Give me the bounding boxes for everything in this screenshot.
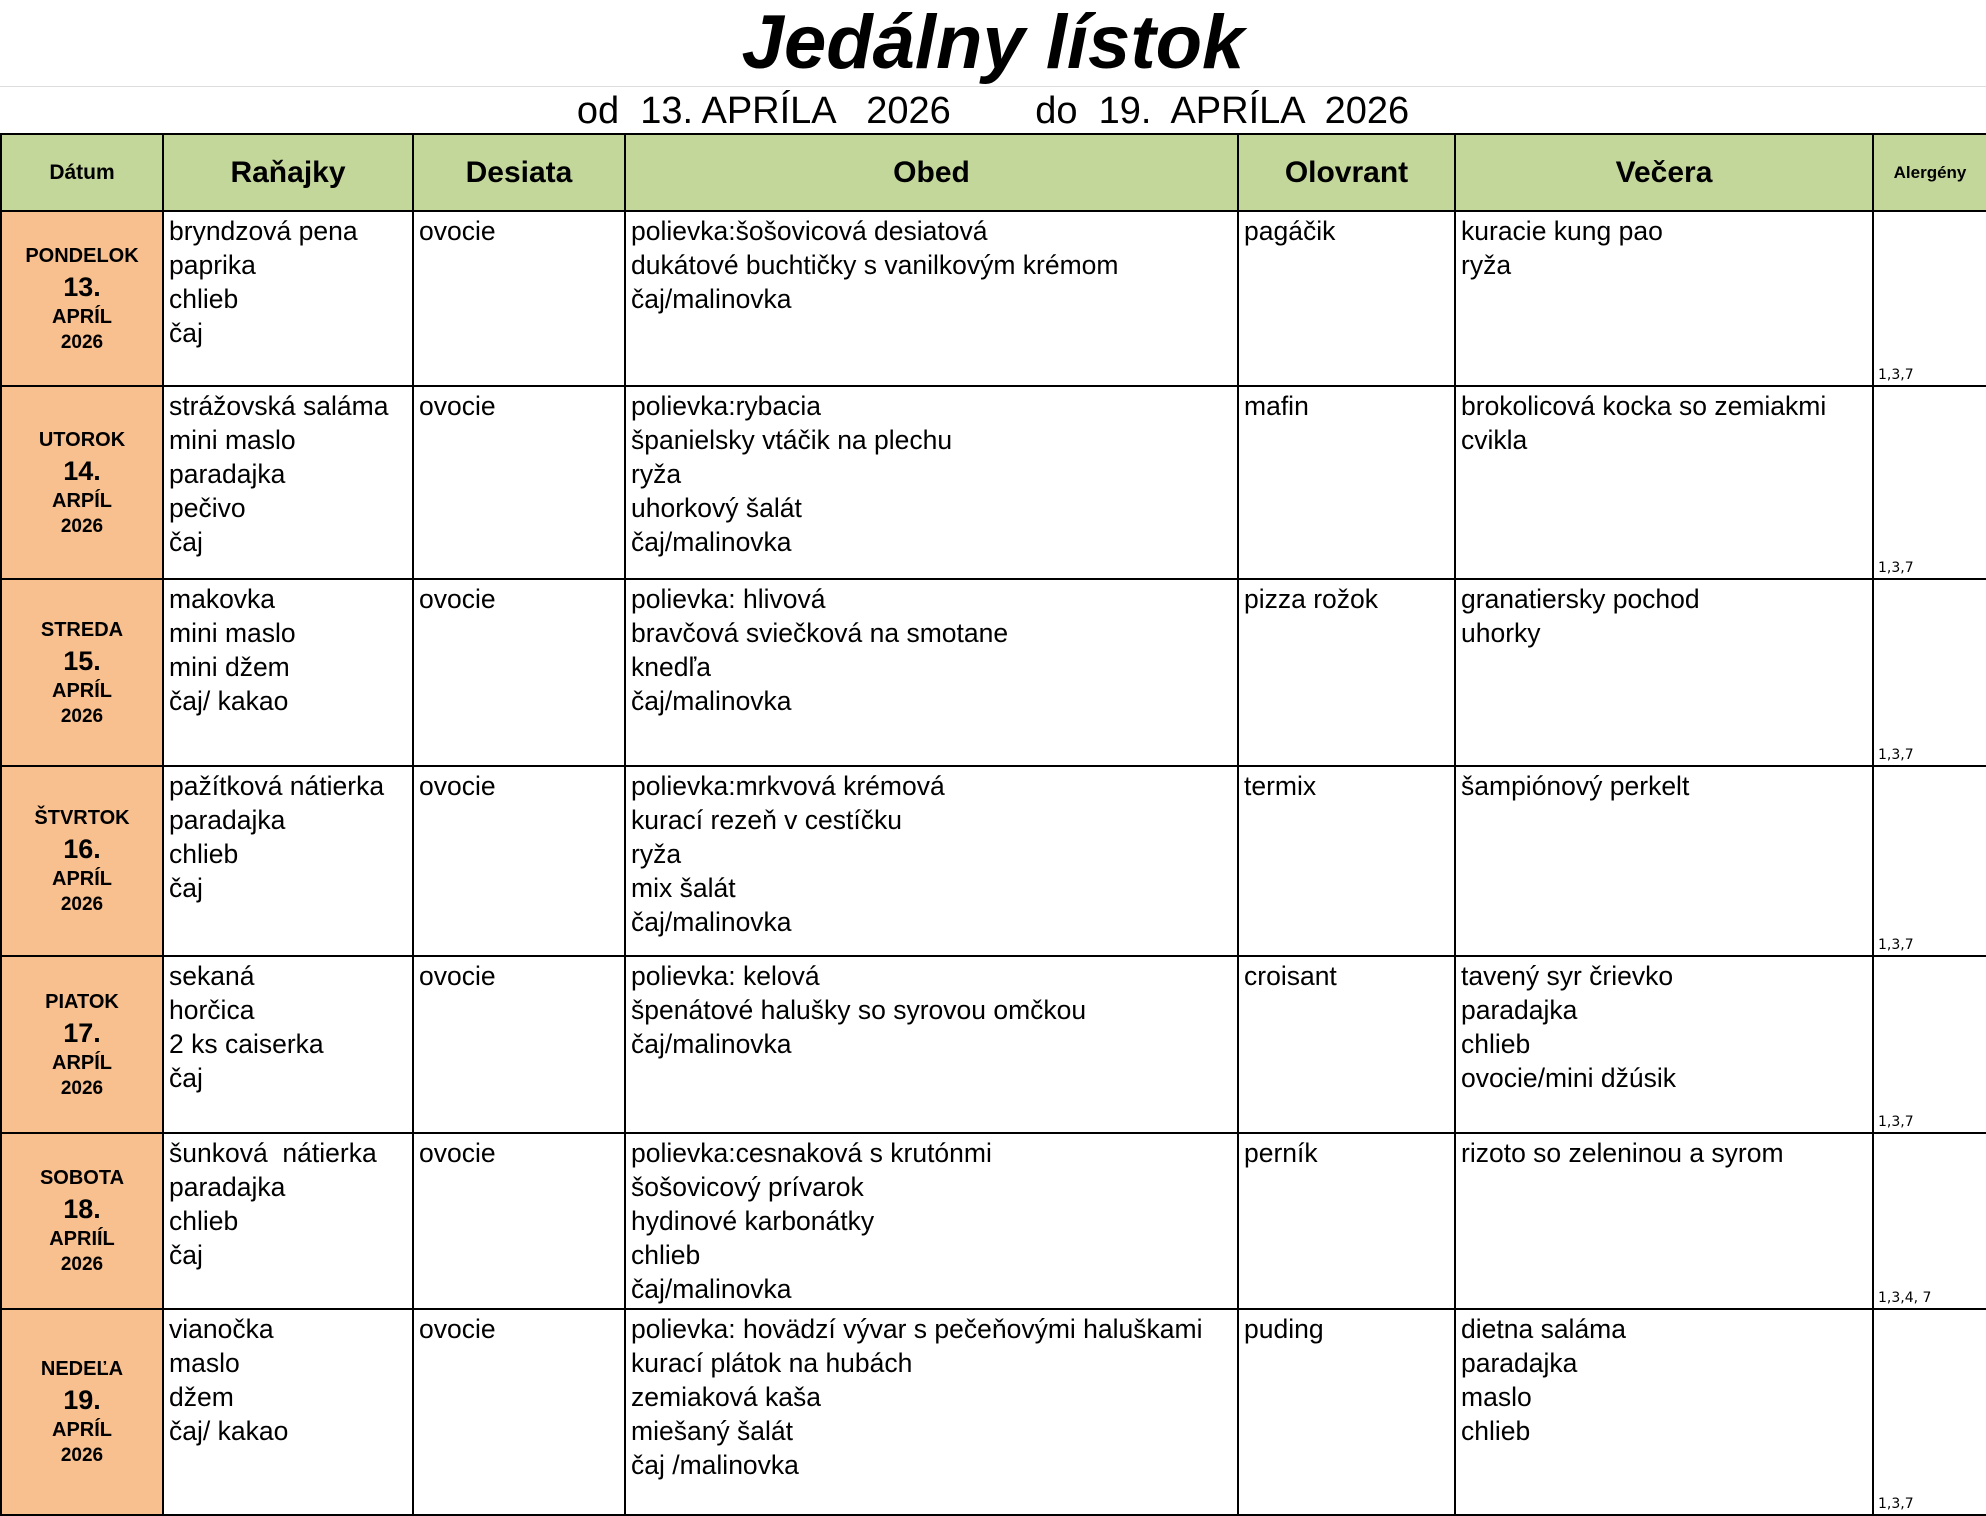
day-number: 15.: [63, 645, 101, 676]
desiata-cell: [413, 211, 625, 386]
menu-item: hydinové karbonátky: [631, 1206, 875, 1236]
menu-item: paradajka: [1461, 1348, 1578, 1378]
desiata-cell: [413, 1133, 625, 1309]
menu-item: maslo: [169, 1348, 240, 1378]
menu-item: vianočka: [169, 1314, 274, 1344]
header-datum: Dátum: [1, 134, 163, 211]
ranajky-cell: [163, 1133, 413, 1309]
allergen-codes: 1,3,7: [1878, 1496, 1914, 1512]
menu-item: čaj/malinovka: [631, 1274, 792, 1304]
menu-item: šampiónový perkelt: [1461, 771, 1690, 801]
ranajky-cell: [163, 1309, 413, 1515]
obed-cell: [625, 211, 1238, 386]
menu-item: ryža: [631, 839, 682, 869]
menu-item: strážovská saláma: [169, 391, 389, 421]
olovrant-cell: [1238, 579, 1455, 766]
day-month: ARPÍL: [52, 489, 112, 512]
day-cell: [1, 1309, 163, 1515]
menu-item: kuracie kung pao: [1461, 216, 1663, 246]
menu-item: čaj: [169, 873, 203, 903]
vecera-cell: [1455, 956, 1873, 1133]
day-cell: [1, 386, 163, 579]
ranajky-cell: [163, 956, 413, 1133]
day-number: 17.: [63, 1017, 101, 1048]
menu-item: polievka:mrkvová krémová: [631, 771, 945, 801]
menu-item: ryža: [1461, 250, 1512, 280]
day-name: PONDELOK: [25, 244, 139, 267]
menu-item: paradajka: [169, 805, 286, 835]
menu-item: granatiersky pochod: [1461, 584, 1700, 614]
menu-item: ovocie: [419, 216, 496, 246]
day-month: APRÍL: [52, 1419, 112, 1441]
menu-item: horčica: [169, 995, 255, 1025]
menu-item: mini maslo: [169, 618, 296, 648]
menu-item: polievka:šošovicová desiatová: [631, 216, 988, 246]
menu-item: knedľa: [631, 652, 711, 682]
vecera-cell: [1455, 1133, 1873, 1309]
day-cell: [1, 579, 163, 766]
olovrant-cell: [1238, 766, 1455, 956]
desiata-cell: [413, 386, 625, 579]
day-name: NEDEĽA: [40, 1358, 124, 1380]
day-number: 18.: [63, 1194, 101, 1224]
menu-item: bravčová sviečková na smotane: [631, 618, 1009, 648]
obed-cell: [625, 1309, 1238, 1515]
menu-item: čaj/ kakao: [169, 686, 289, 716]
menu-item: čaj: [169, 527, 203, 557]
menu-item: paradajka: [169, 1172, 286, 1202]
menu-item: bryndzová pena: [169, 216, 358, 246]
vecera-cell: [1455, 1309, 1873, 1515]
menu-item: rizoto so zeleninou a syrom: [1461, 1138, 1784, 1168]
day-year: 2026: [60, 894, 104, 915]
page-title: Jedálny lístok: [0, 0, 1986, 87]
menu-item: španielsky vtáčik na plechu: [631, 425, 953, 455]
menu-item: brokolicová kocka so zemiakmi: [1461, 391, 1827, 421]
menu-item: polievka: kelová: [631, 961, 820, 991]
menu-item: polievka:rybacia: [631, 391, 822, 421]
menu-item: puding: [1244, 1314, 1324, 1344]
day-name: PIATOK: [45, 990, 119, 1013]
menu-item: makovka: [169, 584, 276, 614]
menu-item: ryža: [631, 459, 682, 489]
menu-item: perník: [1244, 1138, 1318, 1168]
desiata-cell: [413, 766, 625, 956]
ranajky-cell: [163, 211, 413, 386]
menu-item: mafin: [1244, 391, 1309, 421]
menu-item: ovocie: [419, 391, 496, 421]
menu-item: chlieb: [1461, 1416, 1531, 1446]
menu-item: džem: [169, 1382, 234, 1412]
menu-item: čaj/malinovka: [631, 284, 792, 314]
vecera-cell: [1455, 579, 1873, 766]
menu-item: paradajka: [1461, 995, 1578, 1025]
header-ranajky: Raňajky: [163, 134, 413, 211]
day-cell: [1, 1133, 163, 1309]
day-year: 2026: [60, 1254, 104, 1275]
day-number: 16.: [63, 834, 101, 864]
menu-item: šunková nátierka: [169, 1138, 377, 1168]
desiata-cell: [413, 1309, 625, 1515]
header-desiata: Desiata: [413, 134, 625, 211]
ranajky-cell: [163, 579, 413, 766]
alergeny-cell: [1873, 766, 1986, 956]
menu-item: kurací plátok na hubách: [631, 1348, 913, 1378]
allergen-codes: 1,3,7: [1878, 560, 1914, 576]
menu-item: paradajka: [169, 459, 286, 489]
menu-item: miešaný šalát: [631, 1416, 794, 1446]
menu-item: čaj: [169, 1063, 203, 1093]
allergen-codes: 1,3,7: [1878, 1114, 1914, 1130]
alergeny-cell: [1873, 1133, 1986, 1309]
obed-cell: [625, 579, 1238, 766]
day-month: ARPÍL: [52, 1051, 112, 1074]
day-name: UTOROK: [38, 428, 126, 451]
day-row: [1, 211, 1986, 386]
header-row: [1, 134, 1986, 211]
menu-item: paprika: [169, 250, 256, 280]
menu-item: polievka: hlivová: [631, 584, 826, 614]
menu-item: šošovicový prívarok: [631, 1172, 864, 1202]
menu-item: chlieb: [631, 1240, 701, 1270]
allergen-codes: 1,3,7: [1878, 937, 1914, 953]
day-number: 14.: [63, 455, 101, 486]
menu-item: čaj/malinovka: [631, 686, 792, 716]
menu-item: čaj/malinovka: [631, 527, 792, 557]
menu-item: tavený syr črievko: [1461, 961, 1674, 991]
menu-item: croisant: [1244, 961, 1337, 991]
olovrant-cell: [1238, 1133, 1455, 1309]
menu-item: čaj/malinovka: [631, 1029, 792, 1059]
day-row: [1, 1309, 1986, 1515]
menu-item: sekaná: [169, 961, 255, 991]
vecera-cell: [1455, 766, 1873, 956]
day-month: APRÍL: [52, 305, 112, 328]
menu-item: ovocie: [419, 1314, 496, 1344]
menu-item: chlieb: [169, 284, 239, 314]
day-year: 2026: [60, 1077, 104, 1099]
day-number: 13.: [63, 271, 101, 302]
day-year: 2026: [60, 705, 104, 727]
day-month: APRÍL: [52, 679, 112, 702]
day-row: [1, 766, 1986, 956]
menu-item: čaj: [169, 318, 203, 348]
obed-cell: [625, 766, 1238, 956]
day-row: [1, 1133, 1986, 1309]
olovrant-cell: [1238, 386, 1455, 579]
menu-item: čaj/malinovka: [631, 907, 792, 937]
vecera-cell: [1455, 211, 1873, 386]
menu-item: kurací rezeň v cestíčku: [631, 805, 902, 835]
header-alergeny: Alergény: [1873, 134, 1986, 211]
day-year: 2026: [60, 515, 104, 537]
menu-item: chlieb: [1461, 1029, 1531, 1059]
menu-item: termix: [1244, 771, 1317, 801]
menu-item: chlieb: [169, 839, 239, 869]
menu-item: polievka: hovädzí vývar s pečeňovými haluškami: [631, 1314, 1203, 1344]
obed-cell: [625, 1133, 1238, 1309]
alergeny-cell: [1873, 956, 1986, 1133]
day-row: [1, 579, 1986, 766]
day-cell: [1, 766, 163, 956]
day-row: [1, 386, 1986, 579]
menu-item: pažítková nátierka: [169, 771, 385, 801]
day-name: ŠTVRTOK: [34, 807, 130, 829]
olovrant-cell: [1238, 956, 1455, 1133]
desiata-cell: [413, 956, 625, 1133]
allergen-codes: 1,3,7: [1878, 367, 1914, 383]
menu-item: ovocie/mini džúsik: [1461, 1063, 1677, 1093]
menu-item: ovocie: [419, 961, 496, 991]
menu-item: čaj: [169, 1240, 203, 1270]
day-name: SOBOTA: [39, 1167, 125, 1189]
menu-item: zemiaková kaša: [631, 1382, 822, 1412]
allergen-codes: 1,3,4, 7: [1878, 1290, 1932, 1306]
menu-item: čaj /malinovka: [631, 1450, 799, 1480]
alergeny-cell: [1873, 211, 1986, 386]
menu-item: pagáčik: [1244, 216, 1336, 246]
allergen-codes: 1,3,7: [1878, 747, 1914, 763]
menu-item: maslo: [1461, 1382, 1532, 1412]
menu-item: dietna saláma: [1461, 1314, 1626, 1344]
menu-item: ovocie: [419, 771, 496, 801]
alergeny-cell: [1873, 1309, 1986, 1515]
header-obed: Obed: [625, 134, 1238, 211]
day-month: APRÍL: [52, 868, 112, 890]
menu-item: pečivo: [169, 493, 246, 523]
vecera-cell: [1455, 386, 1873, 579]
menu-table: [0, 133, 1986, 1516]
day-number: 19.: [63, 1385, 101, 1415]
olovrant-cell: [1238, 1309, 1455, 1515]
header-olovrant: Olovrant: [1238, 134, 1455, 211]
day-cell: [1, 211, 163, 386]
menu-item: ovocie: [419, 584, 496, 614]
day-year: 2026: [60, 331, 104, 353]
alergeny-cell: [1873, 386, 1986, 579]
menu-item: cvikla: [1461, 425, 1528, 455]
ranajky-cell: [163, 386, 413, 579]
menu-item: čaj/ kakao: [169, 1416, 289, 1446]
menu-item: uhorkový šalát: [631, 493, 802, 523]
alergeny-cell: [1873, 579, 1986, 766]
menu-item: mini džem: [169, 652, 290, 682]
obed-cell: [625, 386, 1238, 579]
ranajky-cell: [163, 766, 413, 956]
menu-item: polievka:cesnaková s krutónmi: [631, 1138, 992, 1168]
date-range: od 13. APRÍLA 2026 do 19. APRÍLA 2026: [576, 90, 1410, 132]
header-vecera: Večera: [1455, 134, 1873, 211]
menu-item: pizza rožok: [1244, 584, 1379, 614]
menu-item: dukátové buchtičky s vanilkovým krémom: [631, 250, 1119, 280]
day-row: [1, 956, 1986, 1133]
menu-item: uhorky: [1461, 618, 1541, 648]
day-year: 2026: [60, 1445, 104, 1466]
day-month: APRIÍL: [49, 1228, 115, 1250]
menu-item: mini maslo: [169, 425, 296, 455]
menu-item: špenátové halušky so syrovou omčkou: [631, 995, 1087, 1025]
menu-item: 2 ks caiserka: [169, 1029, 324, 1059]
menu-item: mix šalát: [631, 873, 736, 903]
day-name: STREDA: [40, 618, 124, 641]
menu-item: ovocie: [419, 1138, 496, 1168]
day-cell: [1, 956, 163, 1133]
olovrant-cell: [1238, 211, 1455, 386]
desiata-cell: [413, 579, 625, 766]
menu-item: chlieb: [169, 1206, 239, 1236]
obed-cell: [625, 956, 1238, 1133]
